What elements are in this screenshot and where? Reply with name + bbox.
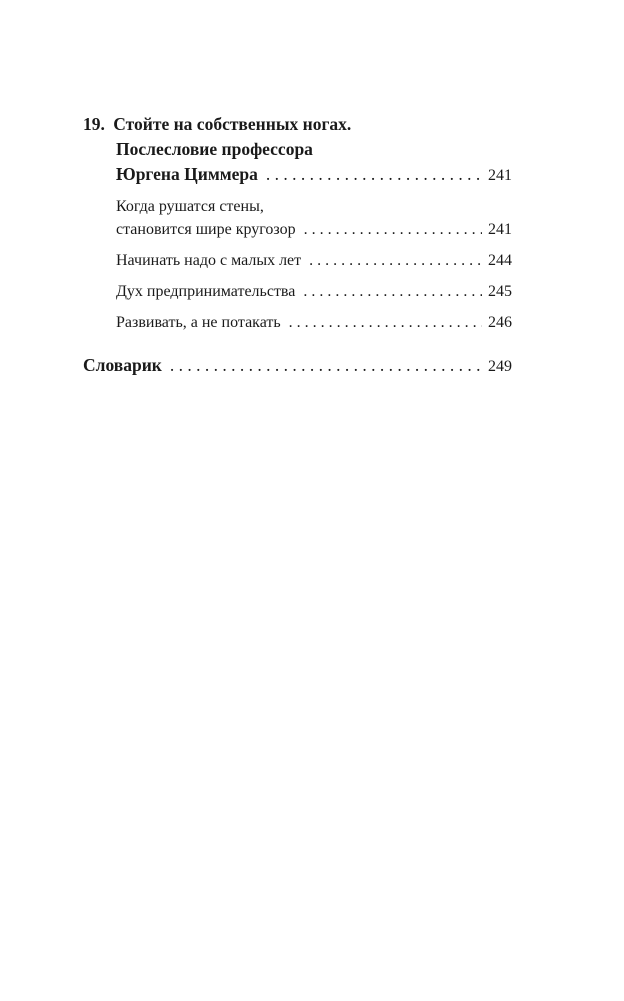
section-title: Начинать надо с малых лет (116, 252, 302, 269)
section-entry-row[interactable] (116, 222, 512, 238)
chapter-title-line2: Послесловие профессора (116, 139, 313, 159)
chapter-title-line1: Стойте на собственных ногах. (113, 114, 352, 134)
section-entry-row[interactable] (116, 253, 512, 269)
page-number: 249 (488, 358, 512, 375)
section-title-line1: Когда рушатся стены, (116, 198, 264, 215)
section-title-line2: становится шире кругозор (116, 221, 296, 238)
page-number: 241 (488, 221, 512, 238)
section-title: Дух предпринимательства (116, 283, 296, 300)
chapter-heading-line1 (83, 116, 351, 134)
chapter-entry-row[interactable] (116, 166, 512, 184)
dot-leader (303, 284, 482, 300)
page-number: 245 (488, 283, 512, 300)
page-number: 241 (488, 167, 512, 184)
chapter-number: 19. (83, 114, 105, 134)
section-title: Развивать, а не потакать (116, 314, 281, 331)
section-entry-row[interactable] (116, 284, 512, 300)
dot-leader (309, 253, 482, 269)
section-entry-row[interactable] (116, 315, 512, 331)
chapter-title-line3: Юргена Циммера (116, 164, 258, 184)
dot-leader (304, 222, 482, 238)
dot-leader (289, 315, 482, 331)
page-number: 246 (488, 314, 512, 331)
page-number: 244 (488, 252, 512, 269)
glossary-title: Словарик (83, 355, 162, 375)
glossary-entry-row[interactable] (83, 357, 512, 375)
dot-leader (266, 166, 482, 184)
dot-leader (170, 357, 482, 375)
